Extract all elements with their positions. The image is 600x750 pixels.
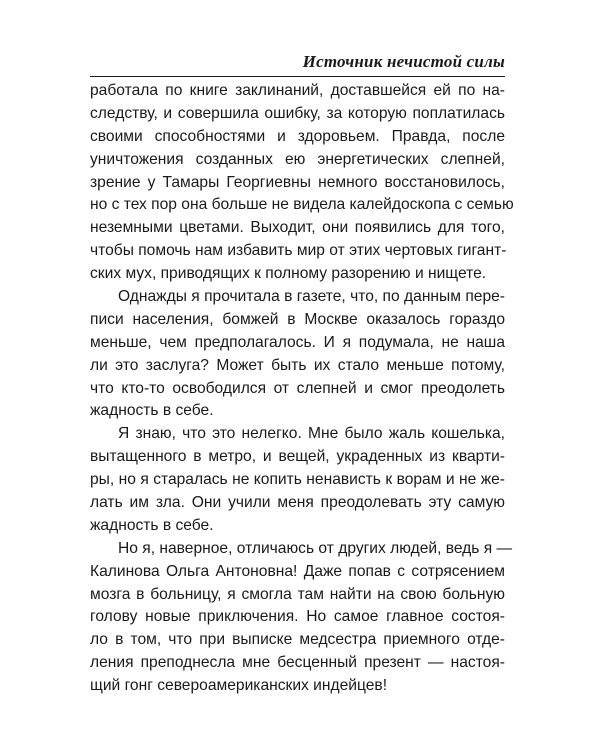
paragraph: [90, 538, 513, 698]
text-line: мозга в больницу, я смогла там найти на свою больную: [90, 585, 505, 603]
text-line: ления преподнесла мне бесценный презент — настоя-: [90, 654, 505, 672]
text-line: жадность в себе.: [90, 402, 214, 420]
text-line: вытащенного в метро, и вещей, украденных из кварти-: [90, 448, 505, 466]
text-line: ры, но я старалась не копить ненависть к ворам и не же-: [90, 471, 505, 489]
paragraph: [90, 80, 514, 286]
text-line: Однажды я прочитала в газете, что, по данным пере-: [118, 288, 505, 306]
text-line: Я знаю, что это нелегко. Мне было жаль кошелька,: [118, 425, 505, 443]
text-line: меньше, чем предполагалось. И я подумала, не наша: [90, 333, 505, 351]
text-line: чтобы помочь нам избавить мир от этих чертовых гигант-: [90, 242, 507, 260]
text-line: неземными цветами. Выходит, они появились для того,: [90, 219, 505, 237]
text-line: Но я, наверное, отличаюсь от других людей, ведь я —: [118, 539, 513, 557]
running-title: Источник нечистой силы: [302, 52, 505, 71]
body-text: [90, 80, 514, 698]
text-line: зрение у Тамары Георгиевны немного восстановилось,: [90, 173, 505, 191]
text-line: щий гонг североамериканских индейцев!: [90, 677, 388, 695]
text-line: что кто-то освободился от слепней и смог преодолеть: [90, 379, 505, 397]
text-line: писи населения, бомжей в Москве оказалось гораздо: [90, 310, 505, 328]
text-line: ских мух, приводящих к полному разорению и нищете.: [90, 265, 487, 283]
text-line: Калинова Ольга Антоновна! Даже попав с сотрясением: [90, 562, 505, 580]
text-line: голову новые приключения. Но самое главное состоя-: [90, 608, 505, 626]
text-line: ло в том, что при выписке медсестра приемного отде-: [90, 631, 505, 649]
paragraph: [90, 423, 505, 537]
text-line: жадность в себе.: [90, 516, 214, 534]
text-line: но с тех пор она больше не видела калейдоскопа с семью: [90, 196, 514, 214]
text-line: работала по книге заклинаний, доставшейся ей по на-: [90, 82, 505, 99]
text-line: следству, и совершила ошибку, за которую поплатилась: [90, 104, 505, 122]
page-header: [90, 50, 505, 77]
text-line: уничтожения созданных ею энергетических слепней,: [90, 150, 505, 168]
paragraph: [90, 286, 505, 423]
text-line: лать им зла. Они учили меня преодолевать эту самую: [90, 494, 505, 512]
text-line: своими способностями и здоровьем. Правда, после: [90, 127, 505, 145]
text-line: ли это заслуга? Может быть их стало меньше потому,: [90, 356, 505, 374]
